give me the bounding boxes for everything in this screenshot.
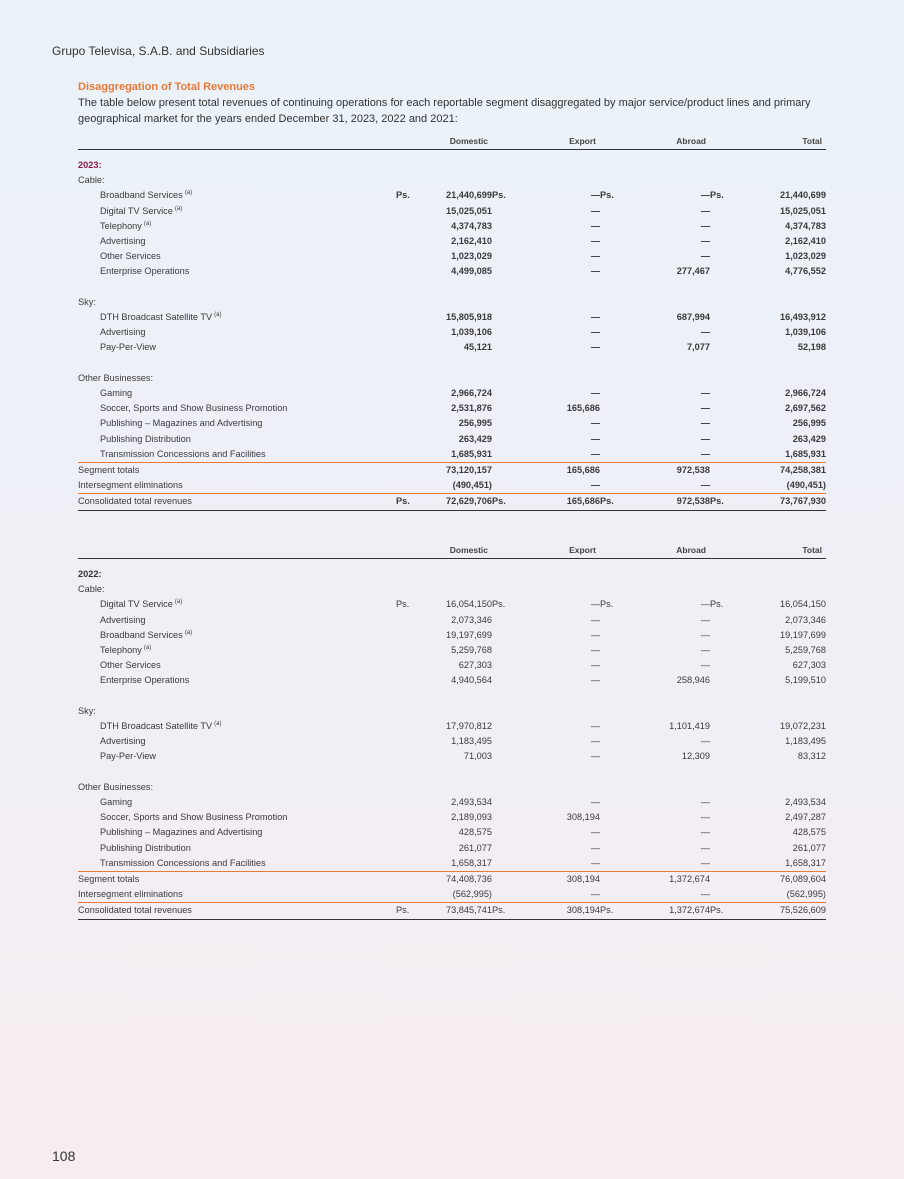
column-header-abroad: Abroad <box>624 133 710 150</box>
cell-total: 52,198 <box>797 342 826 353</box>
row-label <box>78 903 396 919</box>
cell-domestic: 1,023,029 <box>451 251 492 262</box>
cell-abroad: 7,077 <box>687 342 710 353</box>
cell-export: — <box>590 418 600 429</box>
row-label-text: DTH Broadcast Satellite TV <box>100 312 213 323</box>
row-label <box>78 219 396 234</box>
row-label-text: Other Services <box>100 251 161 262</box>
column-header-total: Total <box>734 542 826 559</box>
cell-export: — <box>590 312 600 323</box>
cell-export: — <box>590 675 600 686</box>
group-row <box>78 582 826 597</box>
cell-export: — <box>590 220 600 231</box>
cell-total: 74,258,381 <box>734 463 826 479</box>
currency-prefix: Ps. <box>492 190 506 201</box>
cell-export: — <box>590 190 600 201</box>
currency-prefix: Ps. <box>600 599 614 610</box>
row-label <box>78 856 396 872</box>
row-label-text: Publishing Distribution <box>100 842 191 853</box>
section-title: Disaggregation of Total Revenues <box>78 81 256 93</box>
currency-prefix: Ps. <box>600 903 624 919</box>
row-label <box>78 719 396 734</box>
cell-export: — <box>590 721 600 732</box>
currency-prefix: Ps. <box>600 494 624 510</box>
cell-domestic: (490,451) <box>420 478 492 494</box>
cell-export: — <box>590 751 600 762</box>
cell-export: 308,194 <box>566 812 600 823</box>
cell-abroad: — <box>700 448 710 459</box>
cell-abroad: 972,538 <box>624 494 710 510</box>
cell-abroad: — <box>700 403 710 414</box>
row-label <box>78 658 396 673</box>
table-row <box>78 386 826 401</box>
row-label-text: Intersegment eliminations <box>78 889 183 900</box>
currency-prefix: Ps. <box>396 903 420 919</box>
cell-domestic: 73,845,741 <box>420 903 492 919</box>
cell-domestic: 71,003 <box>463 751 492 762</box>
cell-domestic: 17,970,812 <box>446 721 492 732</box>
row-label <box>78 841 396 856</box>
cell-domestic: 627,303 <box>458 660 492 671</box>
row-label <box>78 325 396 340</box>
cell-total: 2,697,562 <box>785 403 826 414</box>
cell-total: 1,023,029 <box>785 251 826 262</box>
table-row <box>78 325 826 340</box>
year-row <box>78 567 826 582</box>
cell-domestic: 2,162,410 <box>451 236 492 247</box>
cell-export: — <box>590 448 600 459</box>
table-row <box>78 264 826 279</box>
cell-export: — <box>590 857 600 868</box>
cell-domestic: 261,077 <box>458 842 492 853</box>
cell-export: — <box>590 797 600 808</box>
year-label: 2022: <box>78 569 102 579</box>
group-label: Sky: <box>78 296 96 307</box>
footnote-marker: (a) <box>184 629 193 636</box>
cell-export: — <box>590 205 600 216</box>
table-row <box>78 340 826 355</box>
row-label <box>78 249 396 264</box>
cell-total: (562,995) <box>734 887 826 903</box>
row-label-text: Publishing Distribution <box>100 433 191 444</box>
row-label <box>78 795 396 810</box>
cell-domestic: 15,025,051 <box>446 205 492 216</box>
cell-abroad: — <box>700 190 710 201</box>
cell-total: 4,374,783 <box>785 220 826 231</box>
cell-domestic: 4,499,085 <box>451 266 492 277</box>
cell-domestic: 16,054,150 <box>446 599 492 610</box>
cell-abroad: 1,101,419 <box>669 721 710 732</box>
table-row <box>78 478 826 494</box>
cell-abroad: — <box>700 827 710 838</box>
row-label-text: Consolidated total revenues <box>78 496 192 507</box>
row-label-text: Gaming <box>100 388 133 399</box>
group-row <box>78 295 826 310</box>
cell-total: 83,312 <box>797 751 826 762</box>
row-label-text: Telephony <box>100 220 142 231</box>
cell-export: — <box>590 251 600 262</box>
cell-abroad: — <box>700 660 710 671</box>
cell-abroad: — <box>700 645 710 656</box>
cell-total: 428,575 <box>792 827 826 838</box>
table-row <box>78 188 826 203</box>
cell-total: 1,658,317 <box>785 857 826 868</box>
table-row <box>78 628 826 643</box>
cell-total: 15,025,051 <box>780 205 826 216</box>
table-row <box>78 749 826 764</box>
cell-export: — <box>590 614 600 625</box>
cell-abroad: — <box>700 205 710 216</box>
cell-domestic: 2,189,093 <box>451 812 492 823</box>
cell-abroad: — <box>700 614 710 625</box>
table-row <box>78 734 826 749</box>
currency-prefix: Ps. <box>710 494 734 510</box>
table-row <box>78 463 826 479</box>
cell-domestic: 2,493,534 <box>451 797 492 808</box>
cell-abroad: — <box>624 887 710 903</box>
table-row <box>78 795 826 810</box>
cell-abroad: 972,538 <box>624 463 710 479</box>
cell-total: 1,039,106 <box>785 327 826 338</box>
cell-total: 263,429 <box>792 433 826 444</box>
cell-export: — <box>590 599 600 610</box>
row-label-text: Advertising <box>100 327 146 338</box>
cell-total: 19,072,231 <box>780 721 826 732</box>
group-row <box>78 780 826 795</box>
table-row <box>78 597 826 612</box>
year-row <box>78 158 826 173</box>
cell-export: — <box>590 266 600 277</box>
row-label-text: Broadband Services <box>100 629 183 640</box>
group-row <box>78 371 826 386</box>
cell-total: 2,162,410 <box>785 236 826 247</box>
column-header-export: Export <box>516 133 600 150</box>
row-label-text: Digital TV Service <box>100 599 173 610</box>
group-row <box>78 173 826 188</box>
row-label <box>78 613 396 628</box>
column-header-domestic: Domestic <box>420 133 492 150</box>
table-row <box>78 432 826 447</box>
row-label-text: Advertising <box>100 236 146 247</box>
row-label <box>78 386 396 401</box>
cell-domestic: 4,940,564 <box>451 675 492 686</box>
cell-domestic: 2,073,346 <box>451 614 492 625</box>
table-row <box>78 416 826 431</box>
row-label-text: Segment totals <box>78 465 140 476</box>
table-row <box>78 887 826 903</box>
row-label-text: Intersegment eliminations <box>78 480 183 491</box>
section-intro: The table below present total revenues of continuing operations for each reportable segment disaggregated by major service/product lines and primary geographical market for the years ended December 31, 2023, 2022 and 2021: <box>78 97 811 125</box>
cell-abroad: 1,372,674 <box>624 872 710 888</box>
currency-prefix: Ps. <box>396 599 410 610</box>
footnote-marker: (a) <box>143 220 152 227</box>
cell-export: — <box>590 645 600 656</box>
cell-abroad: — <box>700 433 710 444</box>
cell-export: 165,686 <box>516 463 600 479</box>
currency-prefix: Ps. <box>600 190 614 201</box>
cell-export: 165,686 <box>566 403 600 414</box>
cell-domestic: 2,531,876 <box>451 403 492 414</box>
cell-abroad: 687,994 <box>676 312 710 323</box>
cell-export: — <box>590 388 600 399</box>
row-label <box>78 264 396 279</box>
row-label-text: Enterprise Operations <box>100 266 190 277</box>
cell-export: 308,194 <box>516 872 600 888</box>
group-row <box>78 704 826 719</box>
group-label: Sky: <box>78 705 96 716</box>
cell-domestic: 1,685,931 <box>451 448 492 459</box>
row-label <box>78 310 396 325</box>
cell-abroad: 258,946 <box>676 675 710 686</box>
revenue-table-2023 <box>78 133 826 511</box>
row-label <box>78 340 396 355</box>
row-label <box>78 872 396 888</box>
row-label <box>78 234 396 249</box>
footnote-marker: (a) <box>174 205 183 212</box>
column-header-abroad: Abroad <box>624 542 710 559</box>
row-label-text: Advertising <box>100 614 146 625</box>
currency-prefix: Ps. <box>710 190 724 201</box>
row-label-text: Pay-Per-View <box>100 342 156 353</box>
row-label-text: Broadband Services <box>100 190 183 201</box>
table-row <box>78 234 826 249</box>
page-number: 108 <box>52 1148 76 1164</box>
cell-total: 2,493,534 <box>785 797 826 808</box>
cell-total: 16,493,912 <box>780 312 826 323</box>
group-label: Cable: <box>78 175 105 186</box>
footnote-marker: (a) <box>214 312 222 319</box>
row-label-text: Telephony <box>100 645 142 656</box>
year-label: 2023: <box>78 160 102 170</box>
cell-total: 76,089,604 <box>734 872 826 888</box>
cell-export: — <box>590 342 600 353</box>
row-label <box>78 204 396 219</box>
cell-abroad: — <box>700 629 710 640</box>
row-label-text: Enterprise Operations <box>100 675 190 686</box>
table-header-row <box>78 542 826 559</box>
cell-total: 1,183,495 <box>785 736 826 747</box>
cell-domestic: 21,440,699 <box>446 190 492 201</box>
cell-export: — <box>590 629 600 640</box>
cell-total: 256,995 <box>792 418 826 429</box>
row-label-text: Consolidated total revenues <box>78 905 192 916</box>
column-header-total: Total <box>734 133 826 150</box>
cell-total: 75,526,609 <box>734 903 826 919</box>
cell-export: — <box>516 887 600 903</box>
row-label <box>78 734 396 749</box>
row-label <box>78 825 396 840</box>
cell-export: — <box>590 827 600 838</box>
currency-prefix: Ps. <box>710 903 734 919</box>
table-row <box>78 903 826 919</box>
cell-domestic: 256,995 <box>458 418 492 429</box>
table-header-row <box>78 133 826 150</box>
row-label <box>78 447 396 463</box>
cell-domestic: (562,995) <box>420 887 492 903</box>
cell-export: — <box>590 660 600 671</box>
cell-domestic: 263,429 <box>458 433 492 444</box>
cell-export: 165,686 <box>516 494 600 510</box>
row-label <box>78 810 396 825</box>
row-label <box>78 494 396 510</box>
cell-abroad: — <box>700 236 710 247</box>
cell-abroad: — <box>700 327 710 338</box>
cell-export: — <box>516 478 600 494</box>
table-row <box>78 841 826 856</box>
table-row <box>78 810 826 825</box>
cell-total: 261,077 <box>792 842 826 853</box>
table-row <box>78 856 826 872</box>
company-header: Grupo Televisa, S.A.B. and Subsidiaries <box>52 44 265 58</box>
row-label <box>78 749 396 764</box>
cell-total: 19,197,699 <box>780 629 826 640</box>
cell-export: — <box>590 327 600 338</box>
cell-total: 4,776,552 <box>785 266 826 277</box>
cell-export: — <box>590 736 600 747</box>
cell-total: (490,451) <box>734 478 826 494</box>
table-row <box>78 401 826 416</box>
cell-total: 627,303 <box>792 660 826 671</box>
cell-export: — <box>590 433 600 444</box>
cell-abroad: 1,372,674 <box>624 903 710 919</box>
table-row <box>78 310 826 325</box>
cell-total: 1,685,931 <box>785 448 826 459</box>
group-label: Cable: <box>78 584 105 595</box>
row-label-text: Segment totals <box>78 874 140 885</box>
column-header-export: Export <box>516 542 600 559</box>
footnote-marker: (a) <box>184 190 193 197</box>
row-label <box>78 597 396 612</box>
cell-abroad: — <box>700 857 710 868</box>
row-label <box>78 673 396 688</box>
cell-total: 2,966,724 <box>785 388 826 399</box>
cell-domestic: 1,658,317 <box>451 857 492 868</box>
row-label <box>78 432 396 447</box>
table-row <box>78 719 826 734</box>
table-row <box>78 825 826 840</box>
row-label <box>78 628 396 643</box>
table-row <box>78 447 826 463</box>
row-label-text: Transmission Concessions and Facilities <box>100 857 266 868</box>
cell-domestic: 45,121 <box>463 342 492 353</box>
cell-domestic: 19,197,699 <box>446 629 492 640</box>
cell-abroad: — <box>624 478 710 494</box>
cell-abroad: — <box>700 251 710 262</box>
cell-abroad: — <box>700 220 710 231</box>
cell-domestic: 1,039,106 <box>451 327 492 338</box>
row-label-text: DTH Broadcast Satellite TV <box>100 721 213 732</box>
currency-prefix: Ps. <box>492 599 506 610</box>
table-row <box>78 613 826 628</box>
cell-domestic: 4,374,783 <box>451 220 492 231</box>
currency-prefix: Ps. <box>492 494 516 510</box>
row-label <box>78 188 396 203</box>
table-row <box>78 872 826 888</box>
row-label <box>78 401 396 416</box>
cell-domestic: 74,408,736 <box>420 872 492 888</box>
row-label-text: Other Services <box>100 660 161 671</box>
table-row <box>78 219 826 234</box>
row-label-text: Digital TV Service <box>100 205 173 216</box>
footnote-marker: (a) <box>143 645 152 652</box>
cell-export: 308,194 <box>516 903 600 919</box>
cell-total: 2,497,287 <box>785 812 826 823</box>
table-row <box>78 249 826 264</box>
row-label-text: Transmission Concessions and Facilities <box>100 448 266 459</box>
cell-domestic: 5,259,768 <box>451 645 492 656</box>
cell-export: — <box>590 842 600 853</box>
table-row <box>78 673 826 688</box>
cell-total: 5,199,510 <box>785 675 826 686</box>
cell-abroad: — <box>700 418 710 429</box>
row-label <box>78 887 396 903</box>
cell-abroad: — <box>700 388 710 399</box>
currency-prefix: Ps. <box>396 190 410 201</box>
currency-prefix: Ps. <box>492 903 516 919</box>
cell-total: 21,440,699 <box>780 190 826 201</box>
cell-domestic: 15,805,918 <box>446 312 492 323</box>
cell-abroad: — <box>700 812 710 823</box>
column-header-domestic: Domestic <box>420 542 492 559</box>
cell-abroad: — <box>700 797 710 808</box>
group-label: Other Businesses: <box>78 372 154 383</box>
row-label-text: Soccer, Sports and Show Business Promotion <box>100 403 288 414</box>
row-label-text: Advertising <box>100 736 146 747</box>
cell-abroad: 12,309 <box>681 751 710 762</box>
revenue-table-2022 <box>78 542 826 920</box>
row-label-text: Gaming <box>100 797 133 808</box>
cell-domestic: 72,629,706 <box>420 494 492 510</box>
cell-total: 5,259,768 <box>785 645 826 656</box>
cell-total: 73,767,930 <box>734 494 826 510</box>
cell-abroad: — <box>700 842 710 853</box>
table-row <box>78 204 826 219</box>
table-row <box>78 658 826 673</box>
currency-prefix: Ps. <box>396 494 420 510</box>
cell-domestic: 2,966,724 <box>451 388 492 399</box>
cell-export: — <box>590 236 600 247</box>
row-label <box>78 478 396 494</box>
group-label: Other Businesses: <box>78 781 154 792</box>
footnote-marker: (a) <box>174 599 183 606</box>
cell-domestic: 73,120,157 <box>420 463 492 479</box>
cell-total: 16,054,150 <box>780 599 826 610</box>
currency-prefix: Ps. <box>710 599 724 610</box>
row-label-text: Publishing – Magazines and Advertising <box>100 418 263 429</box>
cell-domestic: 1,183,495 <box>451 736 492 747</box>
cell-domestic: 428,575 <box>458 827 492 838</box>
row-label <box>78 463 396 479</box>
cell-abroad: — <box>700 736 710 747</box>
cell-abroad: 277,467 <box>676 266 710 277</box>
footnote-marker: (a) <box>214 721 222 728</box>
cell-abroad: — <box>700 599 710 610</box>
row-label-text: Soccer, Sports and Show Business Promotion <box>100 812 288 823</box>
cell-total: 2,073,346 <box>785 614 826 625</box>
row-label-text: Publishing – Magazines and Advertising <box>100 827 263 838</box>
row-label <box>78 416 396 431</box>
table-row <box>78 643 826 658</box>
table-row <box>78 494 826 510</box>
row-label-text: Pay-Per-View <box>100 751 156 762</box>
row-label <box>78 643 396 658</box>
